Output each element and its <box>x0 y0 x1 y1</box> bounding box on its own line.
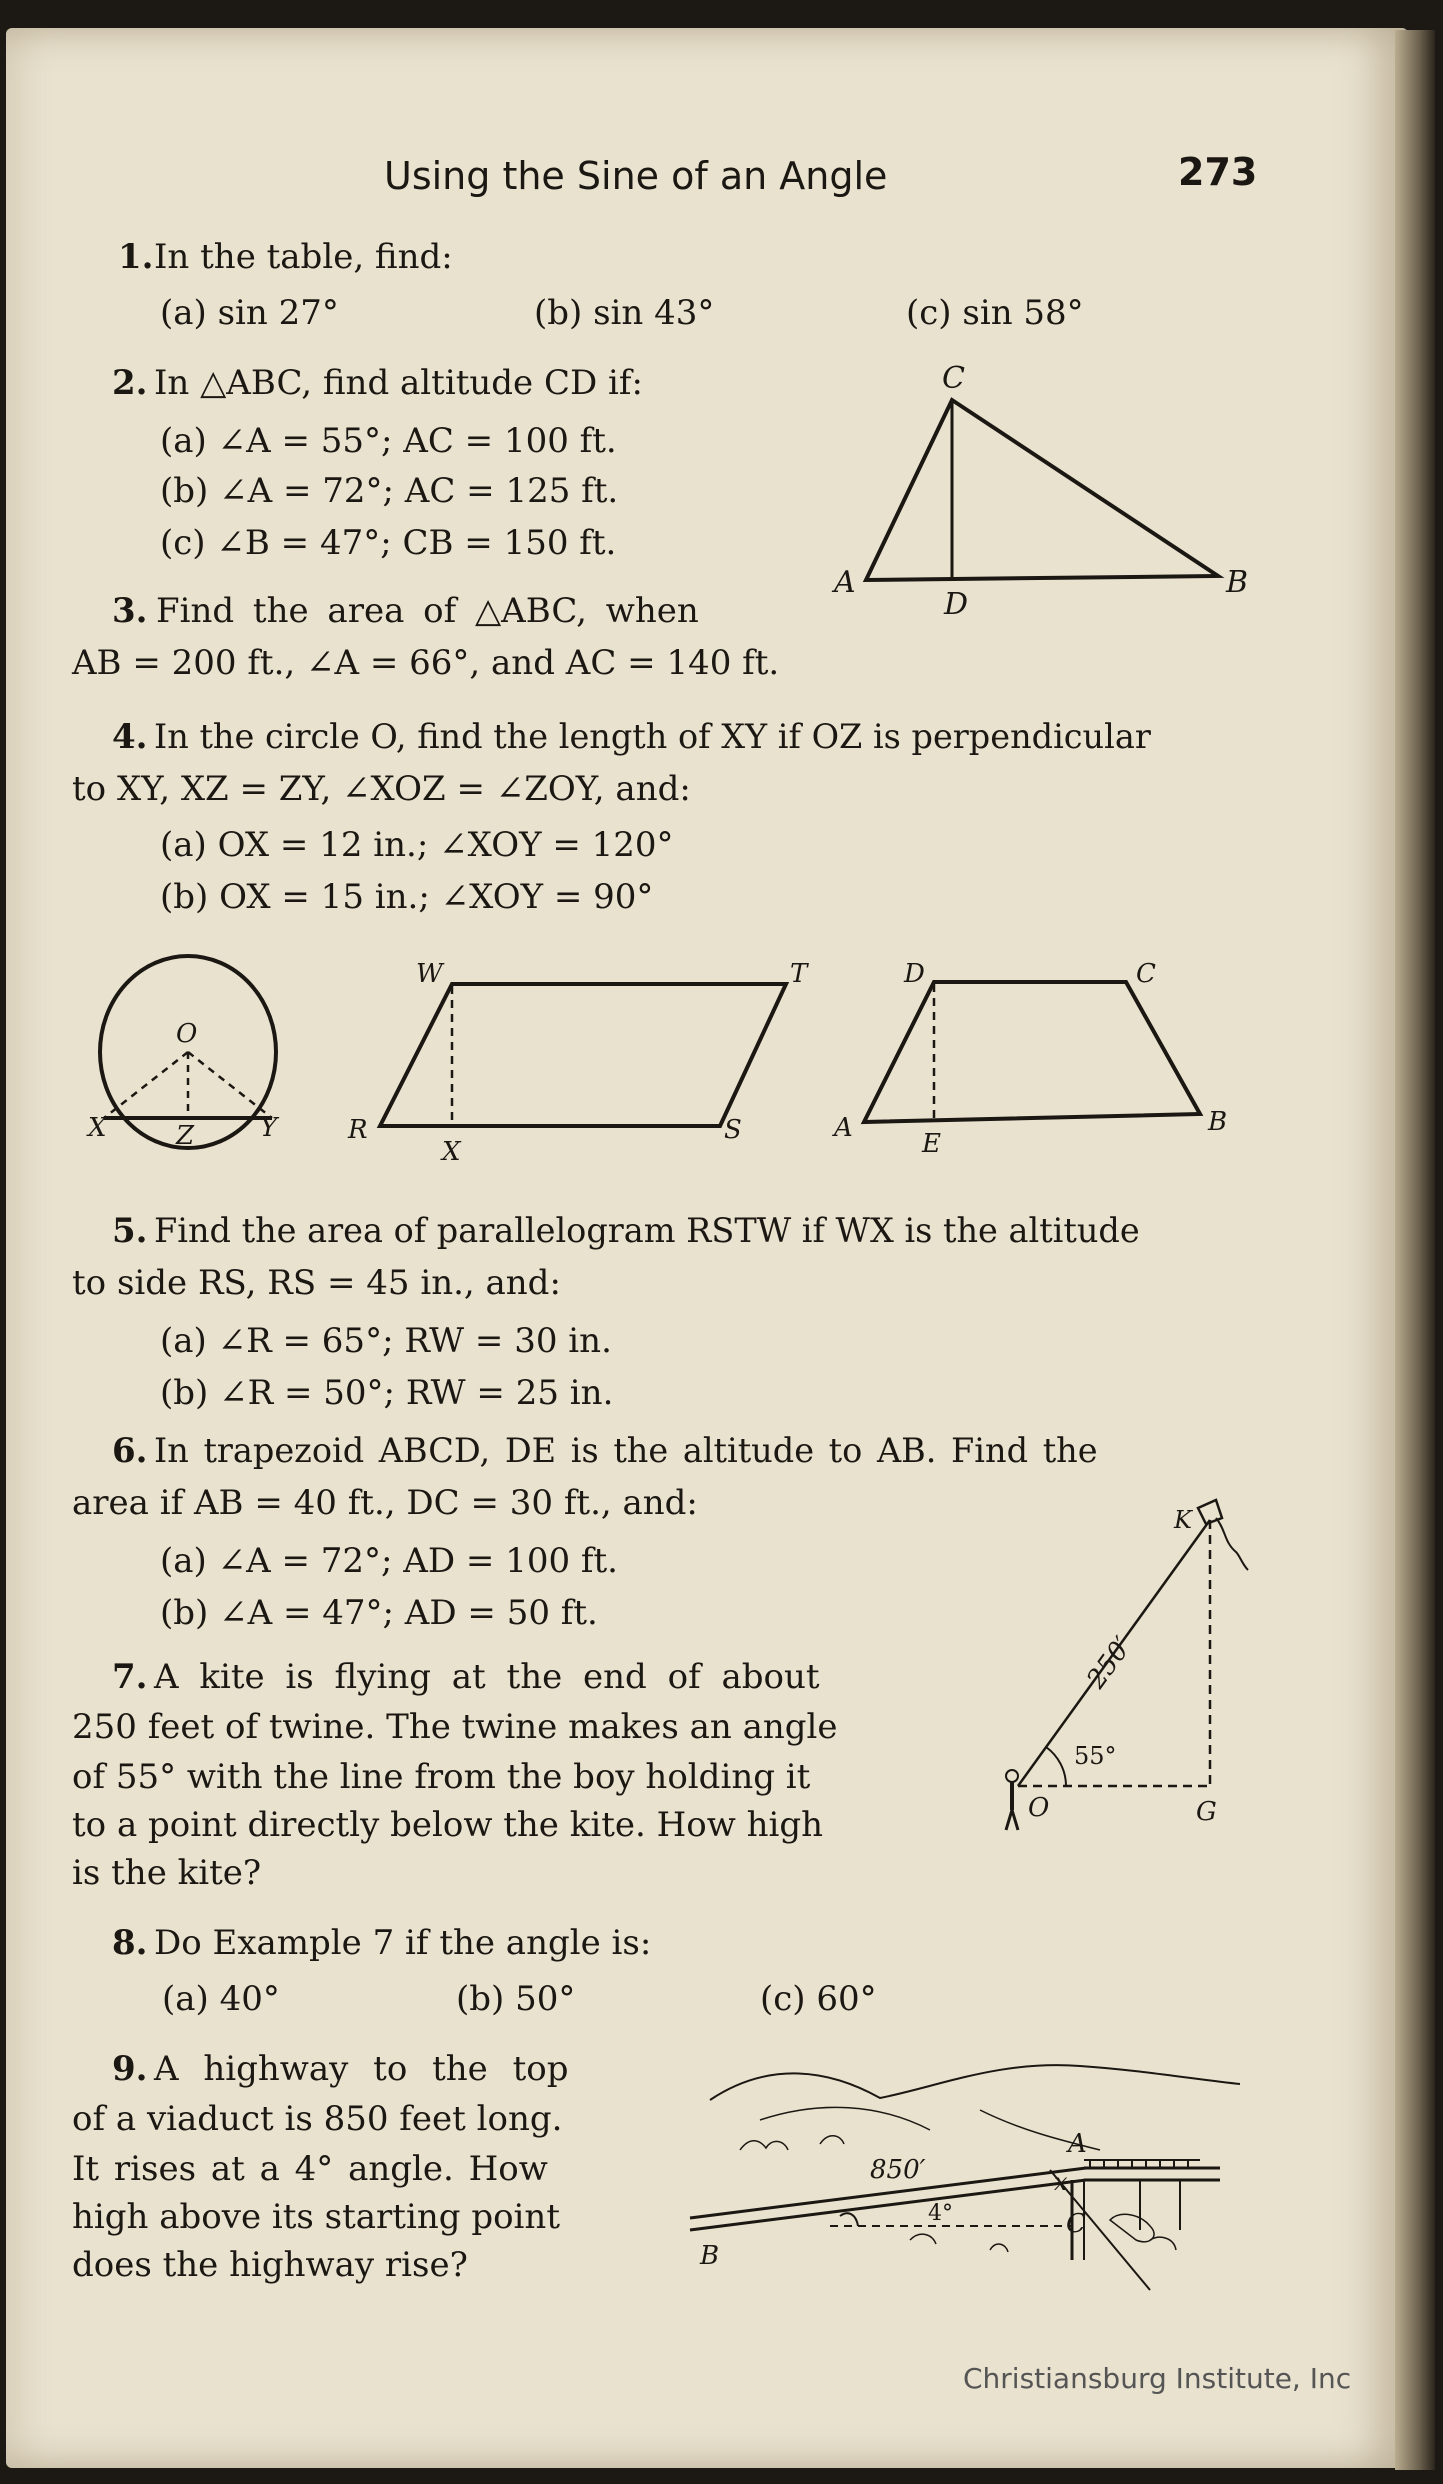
viaduct-figure <box>680 2040 1260 2290</box>
circle-label-x: X <box>88 1113 107 1143</box>
problem-4-line-1: In the circle O, find the length of XY if OZ is perpendicular <box>154 717 1151 756</box>
problem-2-text: In △ABC, find altitude CD if: <box>154 363 643 403</box>
problem-7-line-2: 250 feet of twine. The twine makes an angle <box>72 1707 838 1747</box>
viaduct-label-b: B <box>700 2241 720 2271</box>
problem-8-number: 8. <box>112 1923 148 1963</box>
problem-7-line-5: is the kite? <box>72 1853 262 1893</box>
problem-7-line-1: A kite is flying at the end of about <box>154 1657 820 1697</box>
problem-6-line-1: In trapezoid ABCD, DE is the altitude to AB. Find the <box>154 1431 1098 1470</box>
triangle-label-c: C <box>942 361 965 396</box>
triangle-label-d: D <box>944 587 969 622</box>
kite-label-k: K <box>1174 1506 1192 1534</box>
viaduct-angle-label: 4° <box>928 2201 953 2226</box>
page-number: 273 <box>1178 150 1258 194</box>
problem-4-line-2: to XY, XZ = ZY, ∠XOZ = ∠ZOY, and: <box>72 769 691 809</box>
trapezoid-label-c: C <box>1136 959 1156 989</box>
problem-3-line-2: AB = 200 ft., ∠A = 66°, and AC = 140 ft. <box>72 643 780 683</box>
problem-3-number: 3. <box>112 591 148 631</box>
problem-1-number: 1. <box>118 237 154 277</box>
parallelogram-label-r: R <box>348 1115 368 1145</box>
problem-2-a: (a) ∠A = 55°; AC = 100 ft. <box>160 421 617 461</box>
problem-2-b: (b) ∠A = 72°; AC = 125 ft. <box>160 471 619 511</box>
problem-5-a: (a) ∠R = 65°; RW = 30 in. <box>160 1321 612 1361</box>
problem-5-line-1: Find the area of parallelogram RSTW if WX is the altitude <box>154 1211 1140 1250</box>
problem-2-c: (c) ∠B = 47°; CB = 150 ft. <box>160 523 617 563</box>
parallelogram-label-t: T <box>790 959 808 989</box>
problem-9-line-5: does the highway rise? <box>72 2245 468 2285</box>
triangle-abc-figure <box>820 360 1260 620</box>
problem-6-line-2: area if AB = 40 ft., DC = 30 ft., and: <box>72 1483 698 1523</box>
parallelogram-rstw-figure <box>340 959 820 1167</box>
trapezoid-label-b: B <box>1208 1107 1228 1137</box>
viaduct-length-label: 850′ <box>870 2155 926 2185</box>
parallelogram-label-s: S <box>724 1115 742 1145</box>
page-title: Using the Sine of an Angle <box>384 154 888 198</box>
problem-7-line-4: to a point directly below the kite. How high <box>72 1805 824 1845</box>
problem-1-c: (c) sin 58° <box>906 293 1084 333</box>
problem-1-b: (b) sin 43° <box>534 293 715 333</box>
circle-label-o: O <box>176 1019 198 1049</box>
problem-8-text: Do Example 7 if the angle is: <box>154 1923 652 1963</box>
triangle-label-b: B <box>1226 565 1249 600</box>
problem-8-b: (b) 50° <box>456 1979 576 2019</box>
circle-label-z: Z <box>176 1121 195 1151</box>
trapezoid-label-e: E <box>922 1129 941 1159</box>
problem-3-line-1: Find the area of △ABC, when <box>156 591 699 631</box>
viaduct-label-c: C <box>1066 2209 1086 2239</box>
problem-5-b: (b) ∠R = 50°; RW = 25 in. <box>160 1373 614 1413</box>
problem-2-number: 2. <box>112 363 148 403</box>
problem-7-number: 7. <box>112 1657 148 1697</box>
book-gutter <box>1395 30 1435 2470</box>
trapezoid-abcd-figure <box>830 960 1250 1160</box>
problem-9-line-2: of a viaduct is 850 feet long. <box>72 2099 563 2139</box>
problem-5-number: 5. <box>112 1211 148 1251</box>
trapezoid-label-d: D <box>904 959 925 989</box>
problem-9-line-1: A highway to the top <box>154 2049 569 2089</box>
problem-4-b: (b) OX = 15 in.; ∠XOY = 90° <box>160 877 654 917</box>
viaduct-label-a: A <box>1068 2129 1087 2159</box>
parallelogram-label-w: W <box>416 959 443 989</box>
problem-9-line-4: high above its starting point <box>72 2197 560 2237</box>
parallelogram-label-x: X <box>442 1137 461 1167</box>
problem-9-line-3: It rises at a 4° angle. How <box>72 2149 548 2189</box>
problem-8-a: (a) 40° <box>162 1979 280 2019</box>
problem-7-line-3: of 55° with the line from the boy holding it <box>72 1757 811 1797</box>
watermark: Christiansburg Institute, Inc <box>963 2362 1352 2395</box>
kite-label-g: G <box>1196 1797 1217 1827</box>
problem-6-b: (b) ∠A = 47°; AD = 50 ft. <box>160 1593 598 1633</box>
problem-8-c: (c) 60° <box>760 1979 877 2019</box>
problem-9-number: 9. <box>112 2049 148 2089</box>
problem-6-number: 6. <box>112 1431 148 1471</box>
problem-4-a: (a) OX = 12 in.; ∠XOY = 120° <box>160 825 674 865</box>
triangle-label-a: A <box>834 565 856 600</box>
problem-5-line-2: to side RS, RS = 45 in., and: <box>72 1263 561 1303</box>
trapezoid-label-a: A <box>834 1113 853 1143</box>
kite-angle-label: 55° <box>1074 1742 1117 1770</box>
problem-1-a: (a) sin 27° <box>160 293 339 333</box>
problem-4-number: 4. <box>112 717 148 757</box>
problem-1-text: In the table, find: <box>154 237 453 277</box>
kite-label-o: O <box>1028 1793 1050 1823</box>
kite-length-label: 250′ <box>1081 1631 1139 1695</box>
circle-label-y: Y <box>260 1113 278 1143</box>
problem-6-a: (a) ∠A = 72°; AD = 100 ft. <box>160 1541 618 1581</box>
viaduct-label-x: x <box>1054 2168 1068 2196</box>
kite-figure <box>990 1500 1260 1860</box>
circle-o-figure <box>84 950 314 1160</box>
